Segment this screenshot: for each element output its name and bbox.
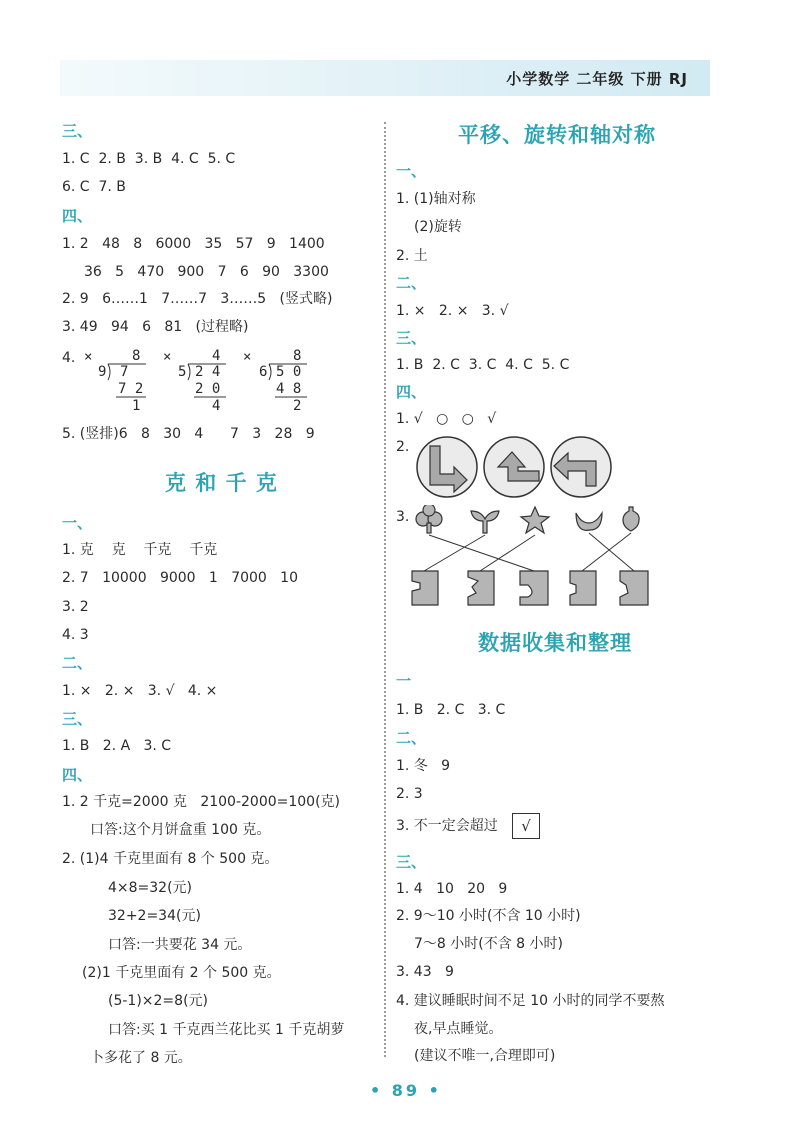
answer-line: 1. B 2. C 3. C — [396, 702, 506, 718]
section-heading: 二、 — [396, 274, 427, 292]
answer-line: 2. 土 — [396, 248, 428, 264]
answer-line: 2. (1)4 千克里面有 8 个 500 克。 — [62, 851, 279, 867]
division-product: 2 0 — [195, 381, 221, 397]
answer-check-box: √ — [512, 813, 540, 839]
division-divisor: 5 — [178, 364, 187, 380]
answer-line: (5-1)×2=8(元) — [108, 993, 208, 1009]
section-heading: 四、 — [62, 207, 93, 225]
division-bracket — [106, 362, 150, 402]
piece-3 — [520, 571, 548, 605]
division-product: 7 2 — [118, 381, 144, 397]
answer-line: 1. B 2. C 3. C 4. C 5. C — [396, 357, 570, 373]
section-heading: 二、 — [396, 729, 427, 747]
division-dividend: 2 4 — [195, 364, 221, 380]
section-heading: 一、 — [396, 162, 427, 180]
division-product: 4 8 — [276, 381, 302, 397]
section-heading: 三、 — [396, 329, 427, 347]
answer-line: 1. C 2. B 3. B 4. C 5. C — [62, 151, 236, 167]
answer-line: 4. 3 — [62, 627, 89, 643]
section-heading: 四、 — [396, 383, 427, 401]
piece-1 — [412, 571, 438, 605]
moon-shape — [576, 513, 602, 530]
rotation-figures — [414, 434, 614, 500]
question-number: 4. — [62, 350, 76, 366]
answer-line: 3. 49 94 6 81 (过程略) — [62, 319, 249, 335]
answer-line: 夜,早点睡觉。 — [414, 1021, 503, 1037]
question-number: 2. — [396, 439, 410, 455]
page-number: • 89 • — [370, 1081, 442, 1100]
answer-line: 3. 43 9 — [396, 964, 454, 980]
answer-line: 1. 4 10 20 9 — [396, 881, 508, 897]
division-divisor: 9 — [98, 364, 107, 380]
section-heading: 一、 — [62, 514, 93, 532]
answer-line: 6. C 7. B — [62, 179, 126, 195]
division-remainder: 4 — [212, 398, 221, 414]
answer-line: 4×8=32(元) — [108, 880, 193, 896]
section-heading: 三、 — [396, 853, 427, 871]
answer-line: 2. 7 10000 9000 1 7000 10 — [62, 570, 298, 586]
matching-figures — [410, 505, 650, 610]
division-quotient: 8 — [293, 348, 302, 364]
section-title: 数据收集和整理 — [478, 631, 632, 655]
star-shape — [521, 507, 549, 533]
answer-line: 3. 不一定会超过 — [396, 818, 498, 834]
cross-mark: × — [163, 349, 172, 365]
answer-line: 7～8 小时(不含 8 小时) — [414, 936, 563, 952]
answer-line: 32+2=34(元) — [108, 908, 201, 924]
division-bracket — [186, 362, 230, 402]
answer-line: (2)1 千克里面有 2 个 500 克。 — [82, 965, 281, 981]
division-dividend: 7 — [120, 364, 129, 380]
piece-2 — [468, 571, 494, 605]
cross-mark: × — [84, 349, 93, 365]
division-quotient: 8 — [132, 348, 141, 364]
answer-line: 1. (1)轴对称 — [396, 191, 476, 207]
answer-line: 口答:一共要花 34 元。 — [108, 937, 252, 953]
rotation-figure-1 — [417, 437, 477, 497]
rotation-figure-3 — [551, 437, 611, 497]
piece-4 — [570, 571, 596, 605]
section-heading: 三、 — [62, 710, 93, 728]
section-title: 平移、旋转和轴对称 — [458, 123, 656, 147]
sprout-shape — [471, 511, 499, 533]
answer-line: 卜多花了 8 元。 — [90, 1050, 192, 1066]
division-bracket — [267, 362, 311, 402]
answer-line: 1. √ ○ ○ √ — [396, 411, 497, 427]
answer-line: 1. × 2. × 3. √ — [396, 303, 509, 319]
answer-line: 2. 9～10 小时(不含 10 小时) — [396, 908, 581, 924]
division-divisor: 6 — [259, 364, 268, 380]
answer-line: 1. B 2. A 3. C — [62, 738, 172, 754]
section-title: 克 和 千 克 — [165, 471, 278, 495]
piece-5 — [620, 571, 648, 605]
answer-line: (2)旋转 — [414, 219, 462, 235]
answer-line: 口答:买 1 千克西兰花比买 1 千克胡萝 — [108, 1022, 345, 1038]
rotation-figure-2 — [484, 437, 544, 497]
answer-line: 1. 2 千克=2000 克 2100-2000=100(克) — [62, 794, 341, 810]
division-quotient: 4 — [212, 348, 221, 364]
section-heading: 一 — [396, 672, 412, 690]
answer-line: 1. 冬 9 — [396, 758, 451, 774]
section-heading: 二、 — [62, 654, 93, 672]
answer-line: 36 5 470 900 7 6 90 3300 — [84, 264, 329, 280]
division-dividend: 5 0 — [276, 364, 302, 380]
gourd-shape — [623, 507, 639, 531]
question-number: 3. — [396, 509, 410, 525]
division-remainder: 2 — [293, 398, 302, 414]
page-header — [60, 60, 710, 96]
cross-mark: × — [243, 349, 252, 365]
answer-line: 5. (竖排)6 8 30 4 7 3 28 9 — [62, 426, 315, 442]
answer-line: 口答:这个月饼盒重 100 克。 — [90, 822, 271, 838]
book-title: 小学数学 二年级 下册 RJ — [506, 70, 688, 88]
answer-line: 2. 3 — [396, 786, 423, 802]
division-remainder: 1 — [132, 398, 141, 414]
answer-line: 4. 建议睡眠时间不足 10 小时的同学不要熬 — [396, 993, 665, 1009]
section-heading: 四、 — [62, 766, 93, 784]
answer-line: (建议不唯一,合理即可) — [414, 1048, 556, 1064]
clover-shape — [416, 505, 442, 533]
answer-line: 2. 9 6……1 7……7 3……5 (竖式略) — [62, 291, 333, 307]
section-heading: 三、 — [62, 122, 93, 140]
answer-line: 1. × 2. × 3. √ 4. × — [62, 683, 218, 699]
answer-line: 1. 克 克 千克 千克 — [62, 542, 218, 558]
answer-line: 3. 2 — [62, 599, 89, 615]
column-divider — [384, 122, 386, 1057]
matching-lines — [424, 533, 634, 571]
answer-line: 1. 2 48 8 6000 35 57 9 1400 — [62, 236, 325, 252]
